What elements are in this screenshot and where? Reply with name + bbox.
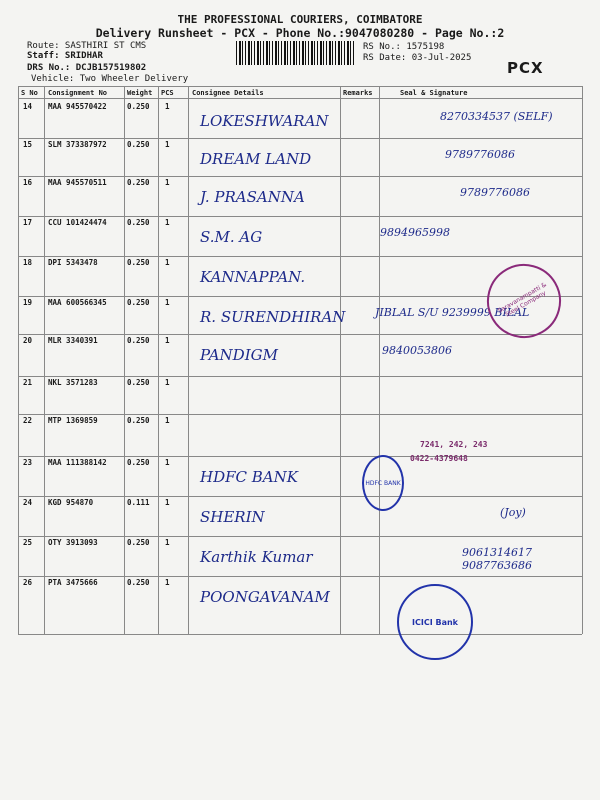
row-sno: 24 [23, 498, 33, 507]
row-signature: 9061314617 9087763686 [462, 546, 532, 572]
row-divider [18, 634, 582, 635]
row-weight: 0.250 [127, 178, 150, 187]
row-weight: 0.250 [127, 336, 150, 345]
header-divider [18, 98, 582, 99]
icici-bank-stamp [397, 584, 473, 660]
row-consignment: SLM 373387972 [48, 140, 107, 149]
row-consignment: NKL 3571283 [48, 378, 98, 387]
col-header-consignee: Consignee Details [192, 89, 264, 97]
staff-label: Staff: SRIDHAR [27, 51, 103, 61]
row-divider [18, 176, 582, 177]
row-weight: 0.250 [127, 416, 150, 425]
row-signature: 9840053806 [382, 344, 452, 357]
row-consignee: LOKESHWARAN [200, 112, 329, 130]
row-consignment: MAA 111388142 [48, 458, 107, 467]
grid-line [158, 86, 159, 634]
company-name: THE PROFESSIONAL COURIERS, COIMBATORE [177, 13, 423, 26]
row-signature: 9789776086 [460, 186, 530, 199]
route-label: Route: SASTHIRI ST CMS [27, 41, 147, 51]
row-consignee: PANDIGM [200, 346, 278, 364]
row-pcs: 1 [165, 178, 170, 187]
row-consignment: MTP 1369859 [48, 416, 98, 425]
row-consignment: OTY 3913093 [48, 538, 98, 547]
row-consignee: SHERIN [200, 508, 265, 526]
hdfc-stamp-text: HDFC BANK [365, 479, 401, 487]
col-header-weight: Weight [127, 89, 153, 97]
row-consignment: CCU 101424474 [48, 218, 107, 227]
rs-date: RS Date: 03-Jul-2025 [363, 53, 472, 63]
row-sno: 19 [23, 298, 33, 307]
col-header-remarks: Remarks [343, 89, 373, 97]
row-consignment: MLR 3340391 [48, 336, 98, 345]
company-seal-stamp [473, 250, 574, 351]
row-weight: 0.250 [127, 298, 150, 307]
hdfc-stamp-phone: 0422-4379648 [410, 454, 468, 463]
drs-number: DRS No.: DCJB157519802 [27, 63, 147, 73]
row-pcs: 1 [165, 378, 170, 387]
row-sno: 18 [23, 258, 33, 267]
row-consignment: MAA 600566345 [48, 298, 107, 307]
row-signature: 9894965998 [380, 226, 450, 239]
row-consignment: MAA 945570511 [48, 178, 107, 187]
row-consignee: J. PRASANNA [200, 188, 305, 206]
row-consignee: DREAM LAND [200, 150, 312, 168]
row-divider [18, 496, 582, 497]
col-header-seal: Seal & Signature [400, 89, 468, 97]
row-signature: (Joy) [500, 506, 526, 519]
row-sno: 22 [23, 416, 33, 425]
row-sno: 23 [23, 458, 33, 467]
row-signature: 8270334537 (SELF) [440, 110, 553, 123]
row-divider [18, 414, 582, 415]
row-sno: 20 [23, 336, 33, 345]
row-sno: 25 [23, 538, 33, 547]
hdfc-bank-stamp [362, 455, 404, 511]
runsheet-title: Delivery Runsheet - PCX - Phone No.:9047080280 - Page No.:2 [95, 26, 505, 40]
row-sno: 26 [23, 578, 33, 587]
seal-text: Saravanampatti & Steel Company [496, 281, 548, 319]
row-divider [18, 216, 582, 217]
row-pcs: 1 [165, 336, 170, 345]
grid-line [44, 86, 45, 634]
row-pcs: 1 [165, 298, 170, 307]
rs-number: RS No.: 1575198 [363, 42, 445, 52]
row-weight: 0.250 [127, 218, 150, 227]
col-header-pcs: PCS [161, 89, 174, 97]
row-consignee: Karthik Kumar [200, 548, 313, 566]
row-divider [18, 376, 582, 377]
row-pcs: 1 [165, 578, 170, 587]
grid-line [124, 86, 125, 634]
row-pcs: 1 [165, 102, 170, 111]
row-sno: 21 [23, 378, 33, 387]
row-sno: 17 [23, 218, 33, 227]
row-divider [18, 456, 582, 457]
row-divider [18, 536, 582, 537]
row-signature: 9789776086 [445, 148, 515, 161]
row-pcs: 1 [165, 498, 170, 507]
grid-line [379, 86, 380, 634]
row-pcs: 1 [165, 458, 170, 467]
hdfc-stamp-phone2: 7241, 242, 243 [420, 440, 488, 449]
row-weight: 0.250 [127, 378, 150, 387]
row-sno: 15 [23, 140, 33, 149]
row-consignee: S.M. AG [200, 228, 263, 246]
row-pcs: 1 [165, 140, 170, 149]
icici-stamp-text: ICICI Bank [412, 617, 458, 627]
row-pcs: 1 [165, 258, 170, 267]
row-divider [18, 334, 582, 335]
row-consignment: MAA 945570422 [48, 102, 107, 111]
row-weight: 0.250 [127, 258, 150, 267]
row-consignee: KANNAPPAN. [200, 268, 306, 286]
row-consignment: KGD 954870 [48, 498, 94, 507]
row-pcs: 1 [165, 416, 170, 425]
row-consignment: PTA 3475666 [48, 578, 98, 587]
barcode [236, 41, 356, 65]
row-consignee: R. SURENDHIRAN [200, 308, 346, 326]
row-pcs: 1 [165, 538, 170, 547]
row-consignee: HDFC BANK [200, 468, 298, 486]
row-weight: 0.250 [127, 538, 150, 547]
row-consignment: DPI 5343478 [48, 258, 98, 267]
vehicle-label: Vehicle: Two Wheeler Delivery [31, 74, 189, 84]
row-consignee: POONGAVANAM [200, 588, 330, 606]
row-weight: 0.250 [127, 140, 150, 149]
row-divider [18, 256, 582, 257]
table-top-border [18, 86, 582, 87]
row-sno: 16 [23, 178, 33, 187]
col-header-consignment: Consignment No [48, 89, 108, 97]
row-weight: 0.250 [127, 458, 150, 467]
row-weight: 0.250 [127, 102, 150, 111]
row-weight: 0.250 [127, 578, 150, 587]
row-weight: 0.111 [127, 498, 150, 507]
grid-line [340, 86, 341, 634]
col-header-sno: S No [21, 89, 38, 97]
grid-line [18, 86, 19, 634]
pcx-badge: PCX [507, 59, 544, 77]
row-divider [18, 576, 582, 577]
grid-line [188, 86, 189, 634]
row-signature: JIBLAL S/U 9239999 BILAL [375, 306, 530, 319]
row-sno: 14 [23, 102, 33, 111]
row-pcs: 1 [165, 218, 170, 227]
row-divider [18, 138, 582, 139]
